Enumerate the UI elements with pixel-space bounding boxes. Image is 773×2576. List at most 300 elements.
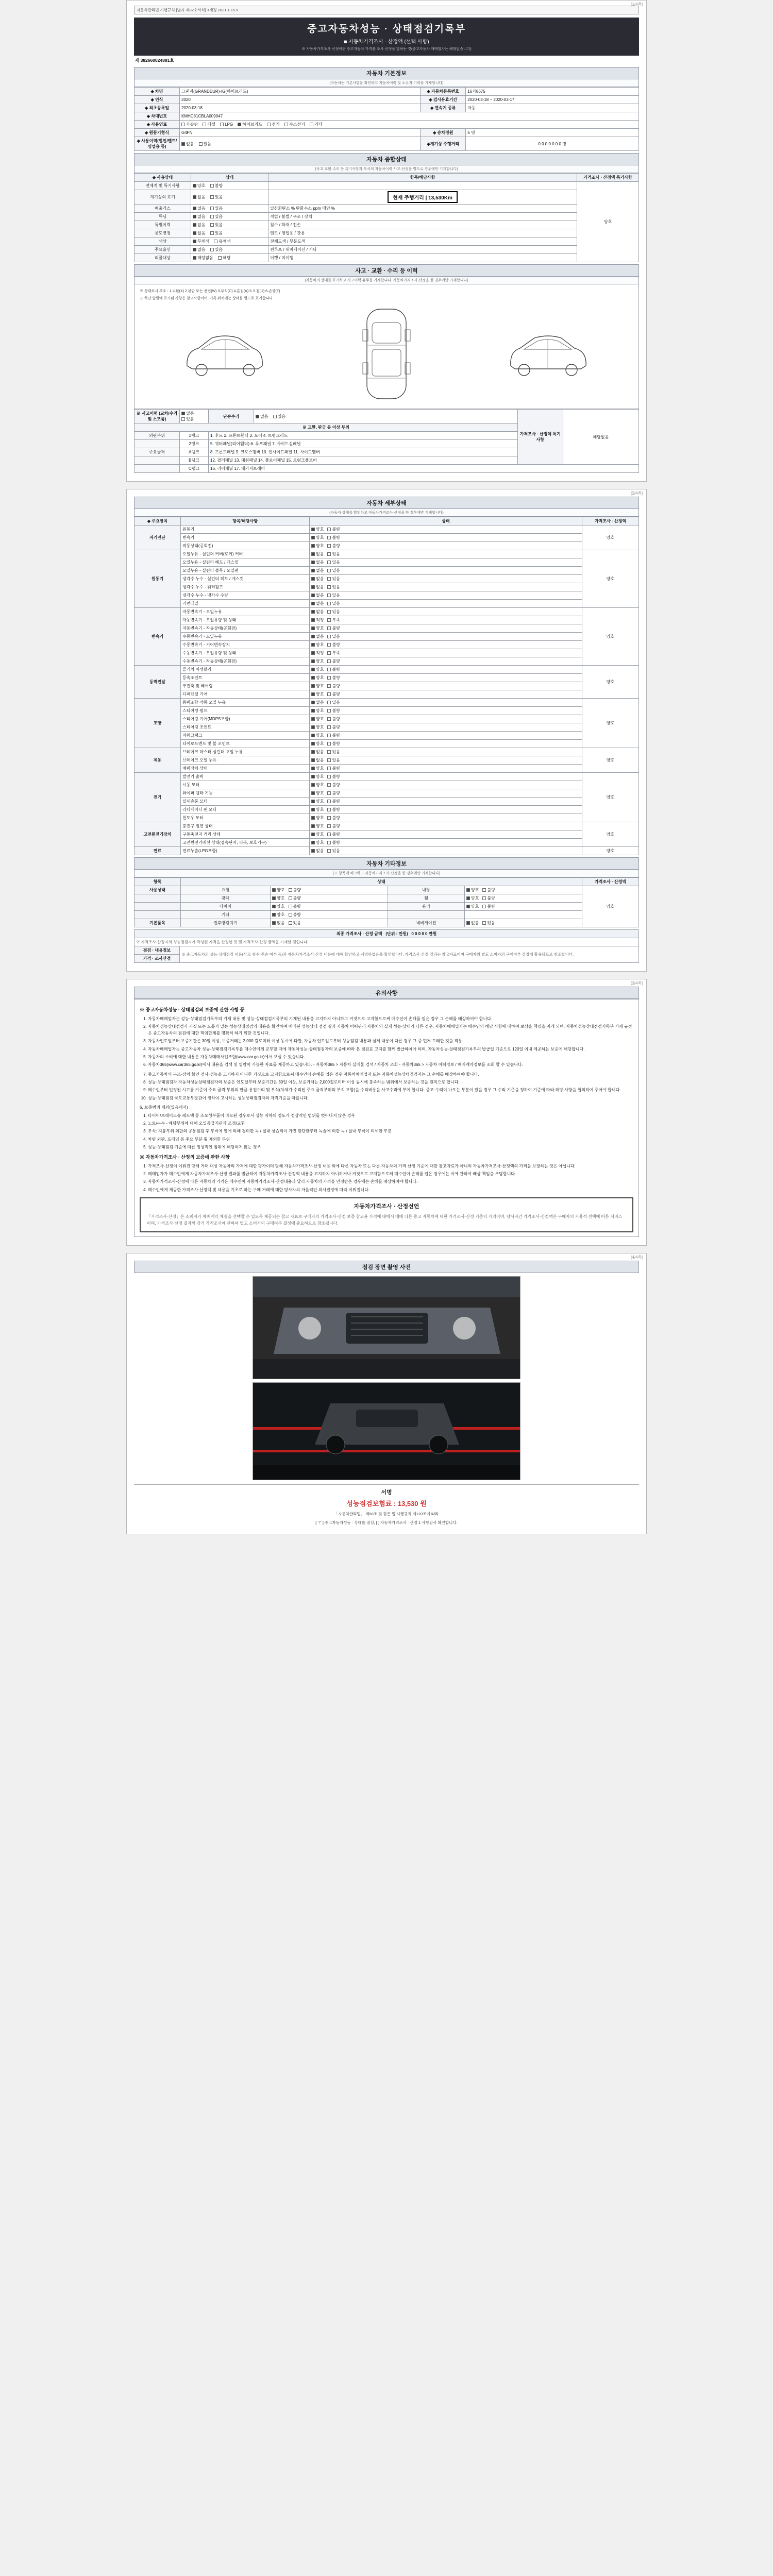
detail-state[interactable] (310, 699, 582, 707)
detail-item: 자동변속기 - 작동상태(공회전) (181, 624, 310, 633)
detail-state-option[interactable]: 불량 (327, 675, 340, 681)
overall-state-6[interactable] (191, 238, 268, 246)
detail-row (135, 567, 639, 575)
detail-state-option[interactable]: 없음 (311, 601, 324, 606)
detail-row (135, 624, 639, 633)
detail-state[interactable] (310, 765, 582, 773)
notice-item: 7. 중고자동차의 구조·장치 확인 검사·성능을 고지하지 아니한 거짓으로 고지함으로써 매수인이 손해를 입은 경우 자동차매매업자 또는 자동차성능상태점검자는 그 손해를 배상하여야 합니다. (148, 1072, 633, 1078)
detail-state-option[interactable]: 양호 (311, 741, 324, 747)
basic-label-2: ◈ 최초등록일 (135, 104, 180, 112)
overall-col-1: 상태 (191, 174, 268, 182)
detail-state[interactable] (310, 732, 582, 740)
detail-item: 추진축 및 베어링 (181, 682, 310, 690)
detail-state-option[interactable]: 없음 (311, 700, 324, 705)
detail-item: 구동축전지 격리 상태 (181, 831, 310, 839)
seats-value: 5 명 (466, 129, 639, 137)
other-item-b-label (388, 911, 465, 919)
part-lv-4: C랭크 (180, 465, 209, 473)
overall-state-1-a[interactable]: 없음 (193, 194, 205, 200)
detail-state-option[interactable]: 있음 (327, 551, 340, 557)
overall-state-0-b[interactable]: 불량 (210, 183, 223, 189)
simple-repair-none[interactable]: 없음 (256, 414, 268, 419)
other-item-b-state[interactable] (464, 903, 582, 911)
mileage-unit-label: ◈계기상 주행거리 (421, 137, 466, 151)
overall-state-8-b[interactable]: 해당 (218, 255, 230, 261)
detail-state-option[interactable]: 불량 (327, 543, 340, 549)
overall-state-3-b[interactable]: 있음 (210, 214, 223, 219)
simple-repair-label: 단순수리 (209, 410, 254, 423)
detail-state-option[interactable]: 없음 (311, 634, 324, 639)
detail-state-option[interactable]: 불량 (327, 708, 340, 714)
detail-state[interactable] (310, 707, 582, 715)
detail-state-option[interactable]: 양호 (311, 766, 324, 771)
section-photos-heading: 점검 장면 촬영 사진 (134, 1261, 639, 1273)
other-item-b-option[interactable]: 불량 (482, 887, 495, 893)
detail-state-option[interactable]: 불량 (327, 766, 340, 771)
detail-row (135, 789, 639, 798)
notice-item: 6. 자동차365(www.car365.go.kr)에서 내용을 검색 및 열람이 가능한 자료를 제공하고 있습니다. - 자동차365 > 자동차 실매물 검색 / 자동차 조회 - 자동차365 > 자동차 이력정보 / 매매계약정보를 조회 할 수 있습니다. (148, 1062, 633, 1068)
detail-state-option[interactable]: 불량 (327, 815, 340, 821)
usage-options[interactable] (180, 137, 421, 151)
notice-item: 1. 자동차매매업자는 성능·상태점검기록부의 기재 내용 및 성능·상태점검기록부의 기재된 내용을 고지하지 아니하고 거짓으로 고지함으로써 매수인이 손해를 입은 경우 그 손해를 배상하여야 합니다. (148, 1016, 633, 1022)
detail-state[interactable] (310, 847, 582, 855)
usage-label: ◈ 사용이력(법인/렌트/영업용 등) (135, 137, 180, 151)
detail-state[interactable] (310, 567, 582, 575)
detail-row (135, 616, 639, 624)
detail-state[interactable] (310, 542, 582, 550)
detail-state[interactable] (310, 690, 582, 699)
detail-row (135, 765, 639, 773)
detail-state[interactable] (310, 600, 582, 608)
fuel-option-hybrid[interactable]: 하이브리드 (238, 122, 262, 127)
detail-state-option[interactable]: 양호 (311, 733, 324, 738)
detail-state[interactable] (310, 550, 582, 558)
detail-state[interactable] (310, 814, 582, 822)
other-item-b-option[interactable]: 양호 (466, 895, 479, 901)
other-item-b-option[interactable]: 있음 (482, 920, 495, 926)
accident-history-label: ※ 사고이력 (교차/수리 및 소모품) (135, 410, 180, 423)
detail-state[interactable] (310, 534, 582, 542)
detail-table-body (135, 526, 639, 855)
other-item-a-state[interactable] (271, 911, 388, 919)
other-item-b-state[interactable] (464, 911, 582, 919)
detail-group-5: 제동 (135, 748, 181, 773)
other-item-a-state[interactable] (271, 919, 388, 927)
detail-state-option[interactable]: 불량 (327, 667, 340, 672)
other-item-b-state[interactable] (464, 894, 582, 903)
detail-state-option[interactable]: 불량 (327, 733, 340, 738)
overall-state-0[interactable] (191, 182, 268, 190)
other-item-b-state[interactable] (464, 919, 582, 927)
legal-disclaimer: 자동차관리법 시행규칙 [별지 제82호서식] <개정 2021.1.15.> (134, 6, 639, 14)
overall-state-5[interactable] (191, 229, 268, 238)
overall-state-3-a[interactable]: 없음 (193, 214, 205, 219)
detail-state[interactable] (310, 616, 582, 624)
overall-detail-2: 일산화탄소 % 탄화수소 ppm 매연 % (268, 205, 577, 213)
detail-state[interactable] (310, 715, 582, 723)
detail-state-option[interactable]: 있음 (327, 749, 340, 755)
overall-state-7-a[interactable]: 없음 (193, 247, 205, 252)
detail-row (135, 690, 639, 699)
basic-label-2b: ◈ 변속기 종류 (421, 104, 466, 112)
overall-state-8[interactable] (191, 254, 268, 262)
detail-state[interactable] (310, 666, 582, 674)
detail-state[interactable] (310, 839, 582, 847)
detail-state-option[interactable]: 양호 (311, 708, 324, 714)
detail-state-option[interactable]: 불량 (327, 807, 340, 812)
section-overall-note: (사고·교환·수리 등 특기사항과 부식의 자동차이력 사고·산정을 별도로 경우에만 기재합니다) (134, 165, 639, 173)
overall-state-2-b[interactable]: 있음 (210, 206, 223, 211)
overall-detail-6: 전체도색 / 부분도색 (268, 238, 577, 246)
detail-state-option[interactable]: 있음 (327, 576, 340, 582)
detail-state-option[interactable]: 양호 (311, 823, 324, 829)
detail-state-option[interactable]: 불량 (327, 782, 340, 788)
overall-state-4[interactable] (191, 221, 268, 229)
detail-group-1: 원동기 (135, 550, 181, 608)
mileage-display: 현재 주행거리 | 13,530Km (388, 191, 458, 203)
detail-state[interactable] (310, 575, 582, 583)
detail-state[interactable] (310, 748, 582, 756)
overall-row-4 (135, 221, 639, 229)
detail-state[interactable] (310, 657, 582, 666)
other-item-a-option[interactable]: 불량 (289, 904, 301, 909)
detail-state-option[interactable]: 있음 (327, 634, 340, 639)
detail-row (135, 583, 639, 591)
overall-row-0 (135, 182, 639, 190)
detail-state[interactable] (310, 608, 582, 616)
other-item-b-label: 유리 (388, 903, 465, 911)
basic-label-1: ◈ 연식 (135, 96, 180, 104)
other-item-a-state[interactable] (271, 886, 388, 894)
detail-state-option[interactable]: 없음 (311, 576, 324, 582)
detail-state[interactable] (310, 682, 582, 690)
usage-option-yes[interactable]: 있음 (199, 141, 211, 147)
detail-row (135, 649, 639, 657)
detail-state-option[interactable]: 없음 (311, 560, 324, 565)
part-cat-0: 외판부위 (135, 432, 180, 440)
detail-item: 와이퍼 델타 기능 (181, 789, 310, 798)
detail-state-option[interactable]: 적정 (311, 617, 324, 623)
notice-item: 1. 가격조사·산정이 이뤄진 당해 거래 대상 자동차의 가격에 대한 평가이며 당해 자동차가격조사·산정 내용 외에 다른 자동차 또는 다른 자동차의 가격 산정 기준에 대한 참고자료가 아니며 자동차가격조사·산정액의 가격을 보장하는 것은 아닙니다. (148, 1163, 633, 1170)
detail-state-option[interactable]: 불량 (327, 790, 340, 796)
engine-label: ◈ 원동기형식 (135, 129, 180, 137)
fuel-option-hydrogen[interactable]: 수소전기 (284, 122, 305, 127)
detail-state-option[interactable]: 양호 (311, 543, 324, 549)
price-note: ※ 가격조사·산정자의 성능점검자가 작성된 가격을 산정한 것 및 가격조사·산정 금액을 기재한 것입니다 (135, 938, 639, 946)
basic-value-1: 2020 (180, 96, 421, 104)
detail-state[interactable] (310, 740, 582, 748)
detail-state-option[interactable]: 불량 (327, 799, 340, 804)
part-items-3: 12. 필러패널 13. 대쉬패널 14. 플로어패널 15. 트렁크플로어 (209, 456, 518, 465)
other-item-b-option[interactable]: 없음 (466, 920, 479, 926)
detail-state-option[interactable]: 양호 (311, 675, 324, 681)
detail-state-option[interactable]: 없음 (311, 551, 324, 557)
detail-state-option[interactable]: 불량 (327, 840, 340, 845)
detail-state[interactable] (310, 641, 582, 649)
detail-state-option[interactable]: 불량 (327, 691, 340, 697)
detail-state-option[interactable]: 불량 (327, 535, 340, 540)
detail-state-option[interactable]: 있음 (327, 560, 340, 565)
detail-state-option[interactable]: 있음 (327, 757, 340, 763)
fuel-option-etc[interactable]: 기타 (310, 122, 322, 127)
detail-state[interactable] (310, 789, 582, 798)
other-col-2: 가격조사 · 산정액 (582, 878, 639, 886)
detail-state[interactable] (310, 773, 582, 781)
detail-state[interactable] (310, 633, 582, 641)
detail-state-option[interactable]: 양호 (311, 774, 324, 779)
other-category: 기본품목 (135, 919, 181, 927)
section-notice-heading: 유의사항 (134, 987, 639, 999)
basic-label-3: ◈ 차대번호 (135, 112, 180, 121)
detail-state-option[interactable]: 불량 (327, 741, 340, 747)
inspection-photo-engine-bay (253, 1276, 520, 1379)
part-items-0: 1. 후드 2. 프론트휀더 3. 도어 4. 트렁크리드 (209, 432, 518, 440)
detail-state[interactable] (310, 723, 582, 732)
fuel-option-diesel[interactable]: 디젤 (203, 122, 215, 127)
other-note: 양호 (582, 886, 639, 927)
detail-state-option[interactable]: 양호 (311, 840, 324, 845)
simple-repair-options[interactable] (254, 410, 518, 423)
other-item-a-option[interactable]: 없음 (272, 920, 284, 926)
detail-state-option[interactable]: 불량 (327, 774, 340, 779)
other-item-b-option[interactable]: 불량 (482, 895, 495, 901)
detail-row (135, 608, 639, 616)
other-item-b-option[interactable]: 불량 (482, 904, 495, 909)
detail-state-option[interactable]: 불량 (327, 683, 340, 689)
record-id: 제 382660024881호 (135, 58, 174, 63)
detail-state-option[interactable]: 양호 (311, 799, 324, 804)
overall-state-4-b[interactable]: 있음 (210, 222, 223, 228)
notice-item: 4. 매수인에게 제공한 가격조사·산정액 및 내용을 기초로 하는 구매 거래에 대한 당사자의 자율적인 의사결정에 따라 이뤄집니다. (148, 1187, 633, 1193)
detail-state-option[interactable]: 불량 (327, 716, 340, 722)
detail-state-option[interactable]: 불량 (327, 625, 340, 631)
detail-row (135, 839, 639, 847)
notice-section1-title: ※ 중고자동차성능 · 상태점검의 보증에 관한 사항 등 (140, 1007, 245, 1012)
detail-state-option[interactable]: 양호 (311, 535, 324, 540)
detail-group-8: 연료 (135, 847, 181, 855)
other-item-b-option[interactable]: 양호 (466, 887, 479, 893)
detail-state-option[interactable]: 불량 (327, 724, 340, 730)
other-item-a-state[interactable] (271, 903, 388, 911)
detail-group-note: 양호 (582, 748, 639, 773)
detail-state-option[interactable]: 양호 (311, 642, 324, 648)
detail-row (135, 773, 639, 781)
detail-state-option[interactable]: 불량 (327, 642, 340, 648)
fuel-option-ev[interactable]: 전기 (267, 122, 279, 127)
detail-state-option[interactable]: 없음 (311, 568, 324, 573)
detail-state-option[interactable]: 양호 (311, 724, 324, 730)
detail-state[interactable] (310, 558, 582, 567)
detail-state-option[interactable]: 없음 (311, 848, 324, 854)
detail-state-option[interactable]: 불량 (327, 832, 340, 837)
other-col-0: 항목 (135, 878, 181, 886)
detail-state-option[interactable]: 있음 (327, 609, 340, 615)
detail-group-note: 양호 (582, 847, 639, 855)
overall-state-6-a[interactable]: 무채색 (193, 239, 209, 244)
other-item-a-option[interactable]: 불량 (289, 912, 301, 918)
other-item-a-option[interactable]: 양호 (272, 904, 284, 909)
detail-state-option[interactable]: 있음 (327, 848, 340, 854)
overall-row-1 (135, 190, 639, 205)
overall-state-1[interactable] (191, 190, 268, 205)
detail-state-option[interactable]: 양호 (311, 832, 324, 837)
detail-state-option[interactable]: 없음 (311, 609, 324, 615)
accident-history-none[interactable]: 없음 (181, 411, 194, 416)
detail-item: 브레이크 오일 누유 (181, 756, 310, 765)
other-category (135, 894, 181, 903)
detail-state-option[interactable]: 불량 (327, 658, 340, 664)
detail-item: 수동변속기 - 오일누유 (181, 633, 310, 641)
inspection-photo-underbody (253, 1382, 520, 1480)
detail-col-0: ◈ 주요장치 (135, 517, 181, 526)
other-row (135, 919, 639, 927)
detail-state-option[interactable]: 양호 (311, 790, 324, 796)
detail-state[interactable] (310, 798, 582, 806)
detail-state[interactable] (310, 831, 582, 839)
detail-state-option[interactable]: 양호 (311, 658, 324, 664)
other-item-b-state[interactable] (464, 886, 582, 894)
detail-state-option[interactable]: 양호 (311, 527, 324, 532)
other-item-a-option[interactable]: 양호 (272, 895, 284, 901)
overall-state-2[interactable] (191, 205, 268, 213)
detail-state-option[interactable]: 양호 (311, 667, 324, 672)
overall-state-1-b[interactable]: 있음 (210, 194, 223, 200)
notice-items3-title: 6. 보증범위 제외(있음에서) (140, 1105, 188, 1110)
detail-state[interactable] (310, 781, 582, 789)
detail-state[interactable] (310, 806, 582, 814)
detail-state-option[interactable]: 양호 (311, 782, 324, 788)
title-note: ※ 자동차가격조사·산정이란 중고자동차 가격을 조사·산정을 말하는 것(중고자동차 매매업자는 해당없습니다) (301, 47, 472, 51)
detail-state-option[interactable]: 양호 (311, 683, 324, 689)
detail-state[interactable] (310, 591, 582, 600)
other-item-a-option[interactable]: 불량 (289, 895, 301, 901)
overall-state-3[interactable] (191, 213, 268, 221)
detail-item: 스티어링 기어(MDPS포함) (181, 715, 310, 723)
overall-state-4-a[interactable]: 없음 (193, 222, 205, 228)
detail-state-option[interactable]: 부족 (327, 650, 340, 656)
detail-state[interactable] (310, 583, 582, 591)
detail-state-option[interactable]: 있음 (327, 592, 340, 598)
detail-group-7: 고전원전기장치 (135, 822, 181, 847)
detail-state-option[interactable]: 양호 (311, 716, 324, 722)
accident-history-yes[interactable]: 있음 (181, 416, 194, 422)
overall-state-0-a[interactable]: 양호 (193, 183, 205, 189)
detail-state[interactable] (310, 526, 582, 534)
other-table (134, 877, 639, 927)
detail-state-option[interactable]: 양호 (311, 691, 324, 697)
other-item-a-option[interactable]: 양호 (272, 887, 284, 893)
fuel-option-lpg[interactable]: LPG (220, 122, 233, 127)
other-item-a-label: 타이어 (181, 903, 271, 911)
basic-value-3: KMHC81CBLA009047 (180, 112, 639, 121)
notice-item: 2. 노트/누수 - 해당부위에 대해 오일공급기관과 조정/교환 (148, 1121, 633, 1127)
accident-right-header: 가격조사 · 산정액 특기사항 (517, 410, 563, 465)
accident-right-value: 해당없음 (563, 410, 638, 465)
detail-state-option[interactable]: 적정 (311, 650, 324, 656)
detail-item: 시동 모터 (181, 781, 310, 789)
detail-state-option[interactable]: 있음 (327, 584, 340, 590)
detail-state-option[interactable]: 양호 (311, 807, 324, 812)
usage-option-none[interactable]: 없음 (181, 141, 194, 147)
detail-state-option[interactable]: 없음 (311, 584, 324, 590)
engine-value: G4FN (180, 129, 421, 137)
overall-name-5: 용도변경 (135, 229, 191, 238)
other-category (135, 911, 181, 919)
detail-state-option[interactable]: 없음 (311, 749, 324, 755)
notice-list-3 (148, 1113, 633, 1151)
overall-detail-8: 이행 / 미이행 (268, 254, 577, 262)
basic-value-2b: 자동 (466, 104, 639, 112)
other-item-a-option[interactable]: 있음 (289, 920, 301, 926)
basic-value-0b: 16가8675 (466, 88, 639, 96)
overall-state-5-b[interactable]: 있음 (210, 230, 223, 236)
overall-state-2-a[interactable]: 없음 (193, 206, 205, 211)
detail-state-option[interactable]: 양호 (311, 815, 324, 821)
detail-state-option[interactable]: 불량 (327, 823, 340, 829)
overall-state-8-a[interactable]: 해당없음 (193, 255, 213, 261)
detail-state[interactable] (310, 649, 582, 657)
other-item-b-option[interactable]: 양호 (466, 904, 479, 909)
overall-state-5-a[interactable]: 없음 (193, 230, 205, 236)
detail-state[interactable] (310, 624, 582, 633)
simple-repair-yes[interactable]: 있음 (273, 414, 285, 419)
detail-state[interactable] (310, 674, 582, 682)
footer-line-1: 「자동차관리법」 제58조 및 같은 법 시행규칙 제120조에 따라 (334, 1511, 439, 1516)
detail-state-option[interactable]: 없음 (311, 757, 324, 763)
detail-group-note: 양호 (582, 526, 639, 550)
detail-state-option[interactable]: 있음 (327, 601, 340, 606)
overall-col-0: ◈ 사용상태 (135, 174, 191, 182)
detail-state-option[interactable]: 있음 (327, 700, 340, 705)
notice-item: 1. 타이어/브레이크슈 패드액 등 소모성부품이 마모된 경우로서 성능 저하의 정도가 정상적인 범위를 벗어나지 않은 경우 (148, 1113, 633, 1119)
part-lv-2: A랭크 (180, 448, 209, 456)
car-diagram-row (138, 302, 635, 405)
detail-row (135, 682, 639, 690)
overall-detail-7: 썬루프 / 내비게이션 / 기타 (268, 246, 577, 254)
other-item-a-option[interactable]: 양호 (272, 912, 284, 918)
fuel-options[interactable] (180, 121, 639, 129)
price-heading: 최종 가격조사 · 산정 금액 (단위 : 만원) 0 0 0 0 0 만원 (135, 930, 639, 938)
detail-state-option[interactable]: 부족 (327, 617, 340, 623)
detail-row (135, 847, 639, 855)
accident-history-options[interactable] (180, 410, 209, 423)
detail-row (135, 674, 639, 682)
page-subtitle: ■ 자동차가격조사 · 산정액 (선택 사항) (344, 39, 429, 45)
overall-state-6-b[interactable]: 유채색 (214, 239, 230, 244)
detail-row (135, 575, 639, 583)
detail-col-2: 상태 (310, 517, 582, 526)
detail-row (135, 657, 639, 666)
notice-item: 10. 성능·상태점검 국토교통부장관이 정하여 고시하는 성능상태점검자의 자격기준을 따릅니다. (148, 1095, 633, 1101)
overall-col-3: 가격조사 · 산정액 특기사항 (577, 174, 639, 182)
overall-state-7[interactable] (191, 246, 268, 254)
detail-state[interactable] (310, 822, 582, 831)
other-item-b-label: 네비게이션 (388, 919, 465, 927)
detail-state-option[interactable]: 양호 (311, 625, 324, 631)
detail-state-option[interactable]: 불량 (327, 527, 340, 532)
other-item-a-state[interactable] (271, 894, 388, 903)
page-2 (126, 489, 647, 972)
fuel-option-gasoline[interactable]: 가솔린 (181, 122, 198, 127)
detail-state-option[interactable]: 없음 (311, 592, 324, 598)
overall-state-7-b[interactable]: 있음 (210, 247, 223, 252)
other-item-a-label: 광택 (181, 894, 271, 903)
detail-row (135, 798, 639, 806)
detail-state[interactable] (310, 756, 582, 765)
detail-state-option[interactable]: 있음 (327, 568, 340, 573)
other-item-a-option[interactable]: 불량 (289, 887, 301, 893)
detail-item: 타이로드엔드 및 볼 조인트 (181, 740, 310, 748)
